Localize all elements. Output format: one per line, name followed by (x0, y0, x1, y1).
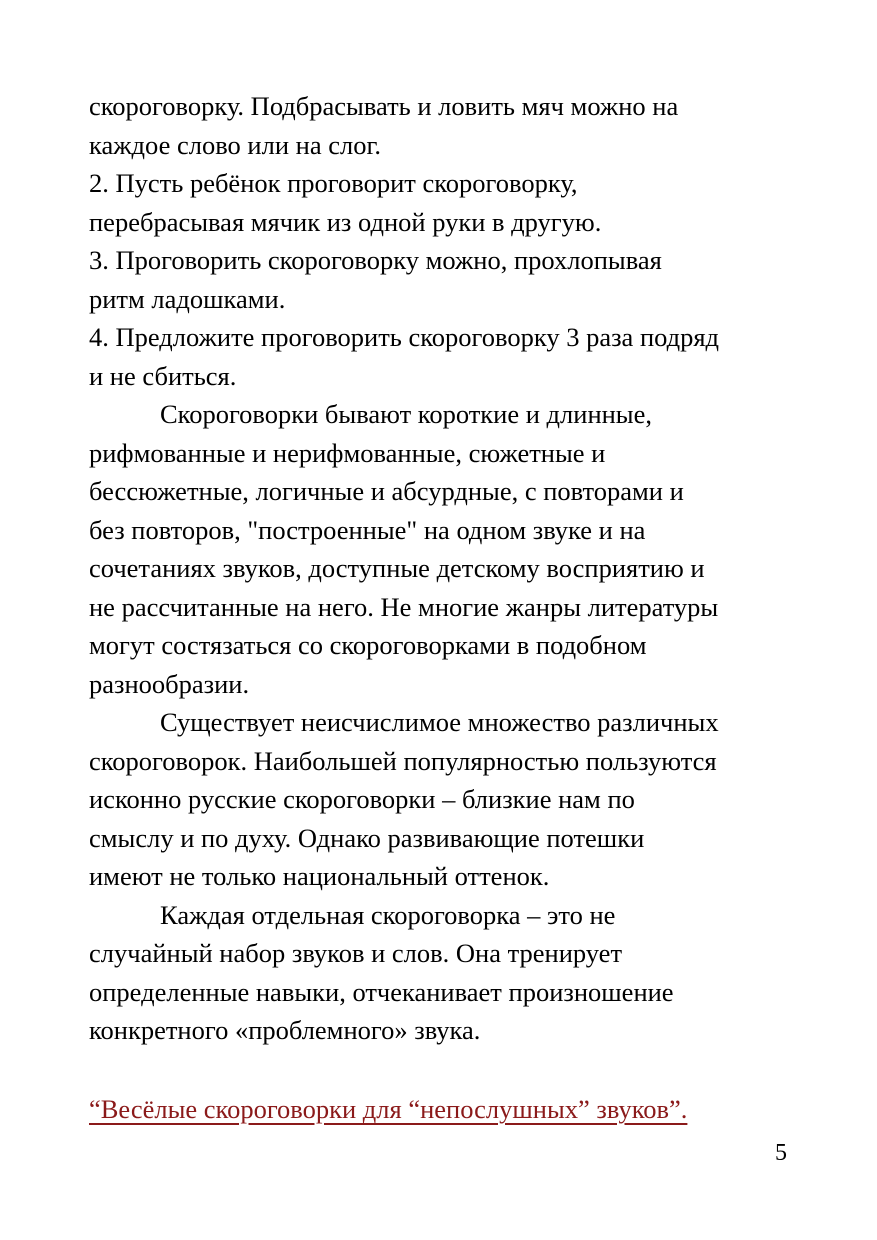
text-line: перебрасывая мячик из одной руки в другую. (89, 207, 602, 237)
text-line: могут состязаться со скороговорками в подобном (89, 630, 647, 660)
text-line: бессюжетные, логичные и абсурдные, с повторами и (89, 476, 684, 506)
paragraph-first-line: Скороговорки бывают короткие и длинные, (160, 399, 652, 429)
text-line: 2. Пусть ребёнок проговорит скороговорку, (89, 168, 578, 198)
text-line: смыслу и по духу. Однако развивающие потешки (89, 823, 645, 853)
paragraph-first-line: Каждая отдельная скороговорка – это не (160, 900, 616, 930)
text-line: рифмованные и нерифмованные, сюжетные и (89, 438, 606, 468)
text-line: скороговорок. Наибольшей популярностью пользуются (89, 746, 717, 776)
text-line: 4. Предложите проговорить скороговорку 3 раза подряд (89, 322, 720, 352)
text-line: не рассчитанные на него. Не многие жанры литературы (89, 592, 719, 622)
text-line: имеют не только национальный оттенок. (89, 861, 550, 891)
text-line: исконно русские скороговорки – близкие нам по (89, 784, 635, 814)
paragraph-first-line: Существует неисчислимое множество различных (160, 707, 719, 737)
text-line: ритм ладошками. (89, 284, 286, 314)
text-line: случайный набор звуков и слов. Она тренирует (89, 938, 623, 968)
text-line: и не сбиться. (89, 361, 237, 391)
page-number: 5 (775, 1140, 787, 1166)
text-line: сочетаниях звуков, доступные детскому восприятию и (89, 553, 705, 583)
text-line: 3. Проговорить скороговорку можно, прохлопывая (89, 245, 662, 275)
text-line: скороговорку. Подбрасывать и ловить мяч можно на (89, 91, 679, 121)
text-line: разнообразии. (89, 669, 250, 699)
footer-title-link[interactable]: “Весёлые скороговорки для “непослушных” звуков”. (89, 1094, 688, 1124)
text-line: определенные навыки, отчеканивает произношение (89, 977, 674, 1007)
text-line: конкретного «проблемного» звука. (89, 1015, 481, 1045)
text-line: каждое слово или на слог. (89, 130, 381, 160)
text-line: без повторов, "построенные" на одном звуке и на (89, 515, 646, 545)
